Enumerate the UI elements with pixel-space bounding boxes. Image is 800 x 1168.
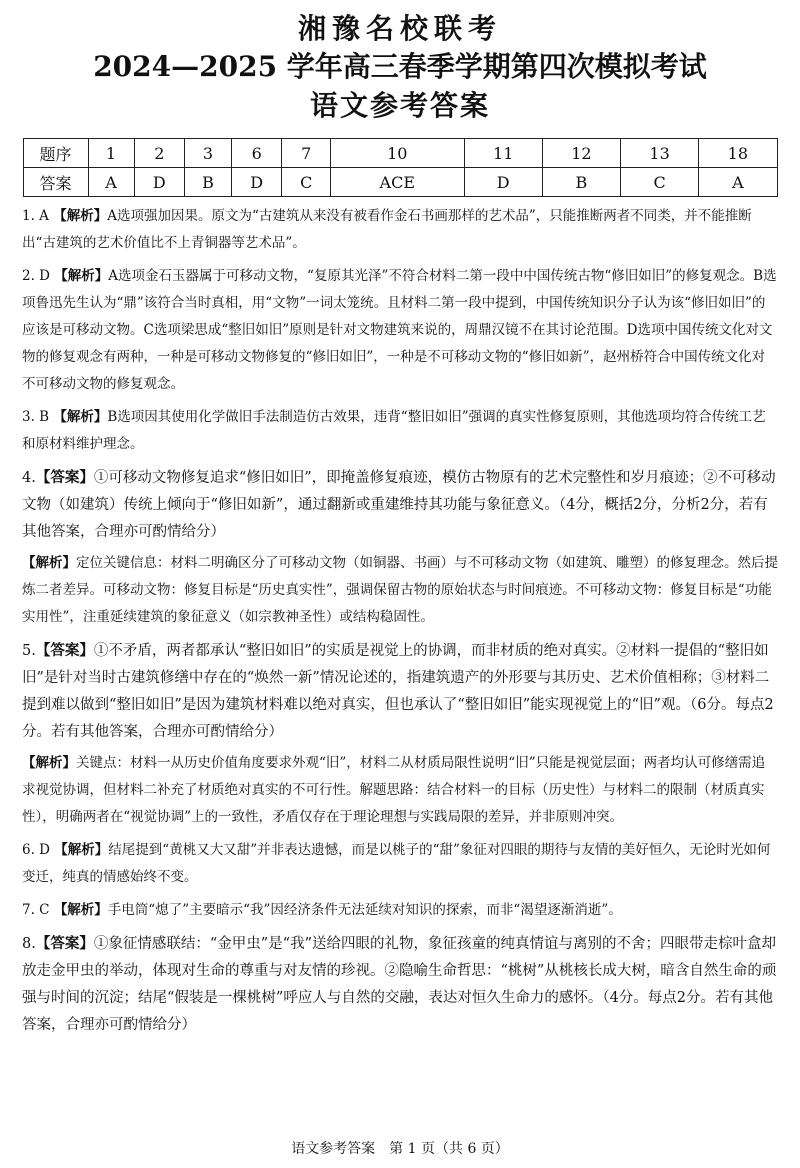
question-row bbox=[23, 139, 777, 168]
item-number: 5. bbox=[22, 643, 36, 659]
answer-cell: B bbox=[185, 168, 232, 197]
item-text: A选项强加因果。原文为“古建筑从来没有被看作金石书画那样的艺术品”，只能推断两者不同类，并不能推断出“古建筑的艺术价值比不上青铜器等艺术品”。 bbox=[22, 208, 752, 251]
answer-cell: D bbox=[464, 168, 542, 197]
answer-text: ①不矛盾，两者都承认“整旧如旧”的实质是视觉上的协调，而非材质的绝对真实。②材料一提倡的“整旧如旧”是针对当时古建筑修缮中存在的“焕然一新”情况论述的，指建筑遗产的外形要与其历史、艺术价值相称；③材料二提到难以做到“整旧如旧”是因为建筑材料难以绝对真实，但也承认了“整旧如旧”能实现视觉上的“旧”观。（6分。每点2分。若有其他答案，合理亦可酌情给分） bbox=[22, 643, 774, 740]
item-number: 3. B bbox=[22, 409, 50, 425]
analysis-tag: 【解析】 bbox=[54, 842, 109, 858]
question-cell: 1 bbox=[88, 139, 134, 168]
item-text: B选项因其使用化学做旧手法制造仿古效果，违背“整旧如旧”强调的真实性修复原则，其他选项均符合传统工艺和原材料维护理念。 bbox=[22, 409, 766, 452]
analysis-tag: 【解析】 bbox=[22, 755, 76, 771]
answer-cell: D bbox=[231, 168, 282, 197]
item-number: 1. A bbox=[22, 208, 49, 224]
item-3 bbox=[22, 404, 778, 458]
question-cell: 2 bbox=[134, 139, 185, 168]
question-cell: 3 bbox=[185, 139, 232, 168]
item-1 bbox=[22, 203, 778, 257]
title-block bbox=[22, 10, 778, 126]
answer-table bbox=[23, 138, 778, 197]
answer-row bbox=[23, 168, 777, 197]
answer-tag: 【答案】 bbox=[35, 469, 94, 486]
item-5-analysis bbox=[22, 750, 778, 831]
page-footer: 语文参考答案 第 1 页（共 6 页） bbox=[291, 1141, 509, 1157]
item-number: 4. bbox=[22, 470, 36, 486]
item-7 bbox=[22, 897, 778, 924]
answer-cell: B bbox=[542, 168, 620, 197]
answer-cell: A bbox=[699, 168, 777, 197]
item-8 bbox=[22, 930, 778, 1039]
item-5 bbox=[22, 637, 778, 831]
row-label: 答案 bbox=[23, 168, 88, 197]
analysis-text: 关键点：材料一从历史价值角度要求外观“旧”，材料二从材质局限性说明“旧”只能是视觉层面；两者均认可修缮需追求视觉协调，但材料二补充了材质绝对真实的不可行性。解题思路：结合材料一的目标（历史性）与材料二的限制（材质真实性），明确两者在“视觉协调”上的一致性，矛盾仅存在于理论理想与实践局限的差异，并非原则冲突。 bbox=[22, 755, 766, 825]
item-text: 手电筒“熄了”主要暗示“我”因经济条件无法延续对知识的探索，而非“渴望逐渐消逝”。 bbox=[107, 902, 622, 918]
item-4 bbox=[22, 464, 778, 631]
answer-text: ①可移动文物修复追求“修旧如旧”，即掩盖修复痕迹，模仿古物原有的艺术完整性和岁月痕迹；②不可移动文物（如建筑）传统上倾向于“修旧如新”，通过翻新或重建维持其功能与象征意义。（4分，概括2分，分析2分，若有其他答案，合理亦可酌情给分） bbox=[22, 470, 776, 540]
item-text: 结尾提到“黄桃又大又甜”并非表达遗憾，而是以桃子的“甜”象征对四眼的期待与友情的美好恒久，无论时光如何变迁，纯真的情感始终不变。 bbox=[22, 842, 771, 885]
item-number: 8. bbox=[22, 936, 36, 952]
item-6 bbox=[22, 837, 778, 891]
item-text: A选项金石玉器属于可移动文物，“复原其光泽”不符合材料二第一段中中国传统古物“修旧如旧”的修复观念。B选项鲁迅先生认为“鼎”该符合当时真相，用“文物”一词太笼统。且材料二第一段中提到，中国传统知识分子认为该“修旧如旧”的应该是可移动文物。C选项梁思成“整旧如旧”原则是针对文物建筑来说的，周鼎汉镜不在其讨论范围。D选项中国传统文化对文物的修复观念有两种，一种是可移动文物修复的“修旧如旧”，一种是不可移动文物的“修旧如新”，赵州桥符合中国传统文化对不可移动文物的修复观念。 bbox=[22, 268, 777, 392]
item-number: 7. C bbox=[22, 902, 50, 918]
question-cell: 10 bbox=[331, 139, 465, 168]
analysis-text: 定位关键信息：材料二明确区分了可移动文物（如铜器、书画）与不可移动文物（如建筑、雕塑）的修复理念。然后提炼二者差异。可移动文物：修复目标是“历史真实性”，强调保留古物的原始状态与时间痕迹。不可移动文物：修复目标是“功能实用性”，注重延续建筑的象征意义（如宗教神圣性）或结构稳固性。 bbox=[22, 555, 778, 625]
analysis-tag: 【解析】 bbox=[53, 409, 108, 425]
analysis-tag: 【解析】 bbox=[53, 902, 108, 918]
answer-tag: 【答案】 bbox=[35, 935, 94, 952]
row-label: 题序 bbox=[23, 139, 88, 168]
question-cell: 18 bbox=[699, 139, 777, 168]
answer-cell: A bbox=[88, 168, 134, 197]
answer-cell: C bbox=[282, 168, 331, 197]
analysis-tag: 【解析】 bbox=[54, 268, 109, 284]
answer-items bbox=[22, 203, 778, 1039]
item-number: 2. D bbox=[22, 268, 50, 284]
answer-cell: C bbox=[621, 168, 699, 197]
doc-title: 语文参考答案 bbox=[309, 89, 490, 122]
exam-title: 2024—2025 学年高三春季学期第四次模拟考试 bbox=[93, 50, 707, 83]
answer-cell: D bbox=[134, 168, 185, 197]
question-cell: 6 bbox=[231, 139, 282, 168]
item-2 bbox=[22, 263, 778, 398]
question-cell: 13 bbox=[621, 139, 699, 168]
answer-cell: ACE bbox=[331, 168, 465, 197]
question-cell: 11 bbox=[464, 139, 542, 168]
answer-text: ①象征情感联结：“金甲虫”是“我”送给四眼的礼物，象征孩童的纯真情谊与离别的不舍；四眼带走棕叶盒却放走金甲虫的举动，体现对生命的尊重与对友情的珍视。②隐喻生命哲思：“桃树”从桃核长成大树，暗含自然生命的顽强与时间的沉淀；结尾“假装是一棵桃树”呼应人与自然的交融，表达对恒久生命力的感怀。（4分。每点2分。若有其他答案，合理亦可酌情给分） bbox=[22, 936, 777, 1033]
item-number: 6. D bbox=[22, 842, 50, 858]
item-4-analysis bbox=[22, 550, 778, 631]
question-cell: 7 bbox=[282, 139, 331, 168]
analysis-tag: 【解析】 bbox=[53, 208, 108, 224]
question-cell: 12 bbox=[542, 139, 620, 168]
exam-union-title: 湘豫名校联考 bbox=[297, 12, 502, 45]
answer-tag: 【答案】 bbox=[35, 642, 94, 659]
analysis-tag: 【解析】 bbox=[22, 555, 76, 571]
